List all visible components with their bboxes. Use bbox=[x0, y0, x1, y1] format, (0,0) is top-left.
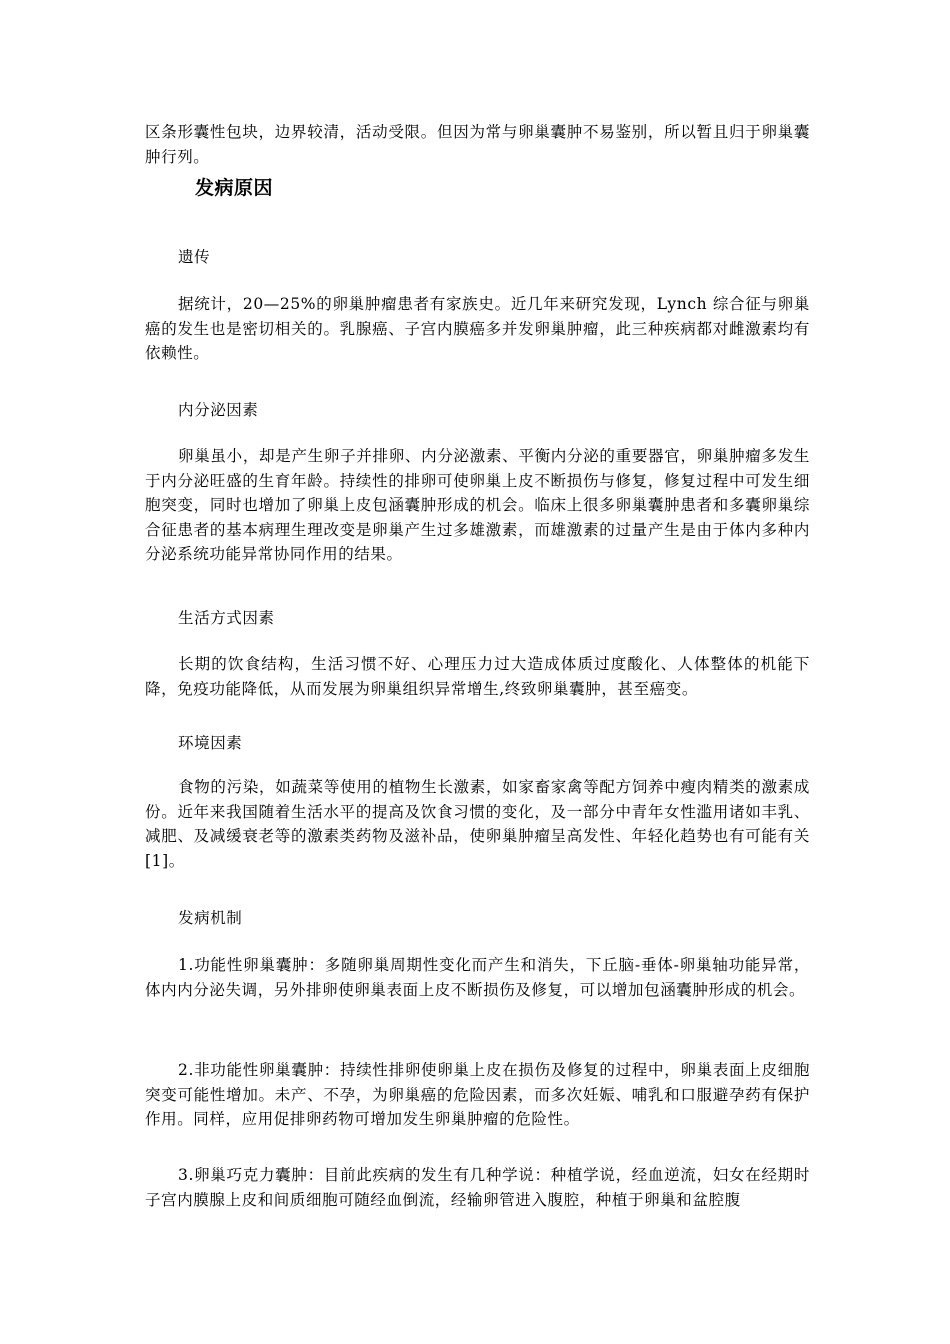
paragraph-endocrine: 卵巢虽小，却是产生卵子并排卵、内分泌激素、平衡内分泌的重要器官，卵巢肿瘤多发生于内分泌旺盛的生育年龄。持续性的排卵可使卵巢上皮不断损伤与修复，修复过程中可发生细胞突变，同时也增加了卵巢上皮包涵囊肿形成的机会。临床上很多卵巢囊肿患者和多囊卵巢综合征患者的基本病理生理改变是卵巢产生过多雄激素，而雄激素的过量产生是由于体内多种内分泌系统功能异常协同作用的结果。 bbox=[145, 447, 810, 563]
heading-environment: 环境因素 bbox=[178, 734, 243, 752]
heading-lifestyle: 生活方式因素 bbox=[178, 609, 275, 627]
paragraph-genetic: 据统计，20—25%的卵巢肿瘤患者有家族史。近几年来研究发现，Lynch 综合征与卵巢癌的发生也是密切相关的。乳腺癌、子宫内膜癌多并发卵巢肿瘤，此三种疾病都对雌激素均有依赖性。 bbox=[145, 295, 810, 362]
mechanism-item-1: 1.功能性卵巢囊肿：多随卵巢周期性变化而产生和消失，下丘脑-垂体-卵巢轴功能异常，体内内分泌失调，另外排卵使卵巢表面上皮不断损伤及修复，可以增加包涵囊肿形成的机会。 bbox=[145, 956, 810, 999]
paragraph-lifestyle: 长期的饮食结构，生活习惯不好、心理压力过大造成体质过度酸化、人体整体的机能下降，免疫功能降低，从而发展为卵巢组织异常增生,终致卵巢囊肿，甚至癌变。 bbox=[145, 655, 810, 698]
heading-endocrine: 内分泌因素 bbox=[178, 401, 259, 419]
intro-continuation-paragraph: 区条形囊性包块，边界较清，活动受限。但因为常与卵巢囊肿不易鉴别，所以暂且归于卵巢囊肿行列。 bbox=[145, 123, 810, 166]
paragraph-environment: 食物的污染，如蔬菜等使用的植物生长激素，如家畜家禽等配方饲养中瘦肉精类的激素成份。近年来我国随着生活水平的提高及饮食习惯的变化，及一部分中青年女性滥用诸如丰乳、减肥、及减缓衰老等的激素类药物及滋补品，使卵巢肿瘤呈高发性、年轻化趋势也有可能有关[1]。 bbox=[145, 778, 810, 870]
heading-genetic: 遗传 bbox=[178, 248, 211, 266]
heading-mechanism: 发病机制 bbox=[178, 909, 243, 927]
mechanism-item-3: 3.卵巢巧克力囊肿：目前此疾病的发生有几种学说：种植学说，经血逆流，妇女在经期时子宫内膜腺上皮和间质细胞可随经血倒流，经输卵管进入腹腔，种植于卵巢和盆腔腹 bbox=[145, 1166, 810, 1209]
mechanism-item-2: 2.非功能性卵巢囊肿：持续性排卵使卵巢上皮在损伤及修复的过程中，卵巢表面上皮细胞突变可能性增加。未产、不孕，为卵巢癌的危险因素，而多次妊娠、哺乳和口服避孕药有保护作用。同样，应用促排卵药物可增加发生卵巢肿瘤的危险性。 bbox=[145, 1061, 810, 1128]
section-title-causes: 发病原因 bbox=[195, 177, 274, 199]
